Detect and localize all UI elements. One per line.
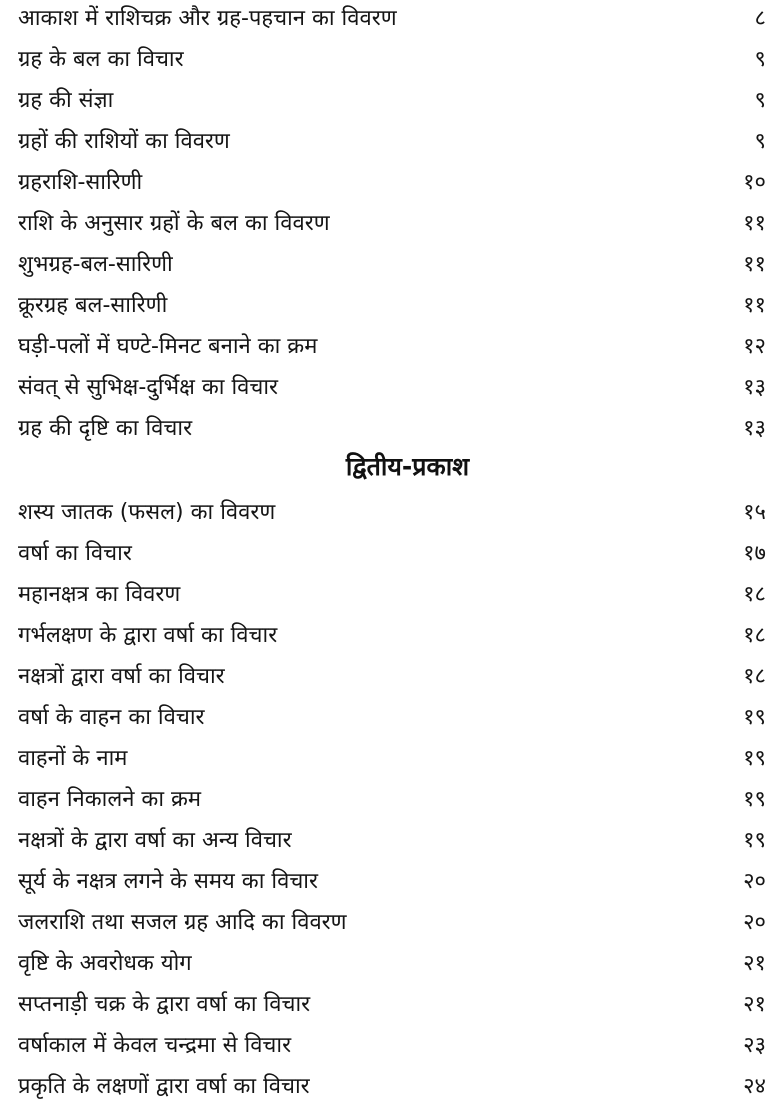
toc-list-first-section [0, 0, 780, 451]
toc-entry-title: शस्य जातक (फसल) का विवरण [18, 500, 276, 525]
toc-entry [0, 123, 780, 164]
toc-entry [0, 1068, 780, 1109]
toc-entry-title: आकाश में राशिचक्र और ग्रह-पहचान का विवरण [18, 6, 397, 31]
toc-entry-title: महानक्षत्र का विवरण [18, 582, 181, 607]
toc-entry-page: ९ [754, 47, 766, 72]
toc-entry-page: १७ [743, 541, 766, 566]
toc-entry-page: २० [743, 869, 766, 894]
toc-entry-page: १९ [743, 705, 766, 730]
toc-entry [0, 576, 780, 617]
toc-entry-page: २३ [743, 1033, 766, 1058]
toc-entry [0, 287, 780, 328]
toc-entry [0, 781, 780, 822]
toc-entry-page: १३ [743, 416, 766, 441]
toc-entry-title: प्रकृति के लक्षणों द्वारा वर्षा का विचार [18, 1074, 310, 1099]
toc-entry [0, 41, 780, 82]
toc-entry-page: ९ [754, 88, 766, 113]
toc-entry [0, 1027, 780, 1068]
toc-entry [0, 246, 780, 287]
toc-entry-title: संवत् से सुभिक्ष-दुर्भिक्ष का विचार [18, 375, 279, 400]
toc-entry-title: वर्षाकाल में केवल चन्द्रमा से विचार [18, 1033, 292, 1058]
toc-entry-page: १८ [743, 623, 766, 648]
toc-entry-page: ८ [754, 6, 766, 31]
toc-entry-title: क्रूरग्रह बल-सारिणी [18, 293, 168, 318]
toc-entry-title: सूर्य के नक्षत्र लगने के समय का विचार [18, 869, 318, 894]
toc-entry-title: ग्रह की संज्ञा [18, 88, 114, 113]
section-heading [0, 449, 780, 493]
toc-entry [0, 494, 780, 535]
section-heading-text: द्वितीय-प्रकाश [345, 452, 470, 481]
toc-entry-title: नक्षत्रों के द्वारा वर्षा का अन्य विचार [18, 828, 292, 853]
toc-entry [0, 904, 780, 945]
toc-entry-title: सप्तनाड़ी चक्र के द्वारा वर्षा का विचार [18, 992, 311, 1017]
toc-entry [0, 986, 780, 1027]
toc-entry-page: १० [743, 170, 766, 195]
toc-entry-page: ११ [743, 211, 766, 236]
toc-entry [0, 164, 780, 205]
toc-entry-title: ग्रह के बल का विचार [18, 47, 184, 72]
toc-entry-page: १९ [743, 787, 766, 812]
toc-entry-page: १३ [743, 375, 766, 400]
toc-entry-title: गर्भलक्षण के द्वारा वर्षा का विचार [18, 623, 278, 648]
toc-entry-title: वर्षा का विचार [18, 541, 132, 566]
toc-entry-page: १२ [743, 334, 766, 359]
toc-entry-title: वाहनों के नाम [18, 746, 128, 771]
toc-entry-page: २० [743, 910, 766, 935]
toc-entry-page: २१ [743, 992, 766, 1017]
toc-entry [0, 410, 780, 451]
toc-entry-page: १८ [743, 582, 766, 607]
toc-entry-page: ९ [754, 129, 766, 154]
toc-entry-page: १५ [743, 500, 766, 525]
toc-entry-title: घड़ी-पलों में घण्टे-मिनट बनाने का क्रम [18, 334, 318, 359]
toc-entry-title: नक्षत्रों द्वारा वर्षा का विचार [18, 664, 225, 689]
toc-entry-title: वाहन निकालने का क्रम [18, 787, 202, 812]
toc-entry [0, 535, 780, 576]
toc-entry [0, 822, 780, 863]
toc-entry-page: १९ [743, 828, 766, 853]
toc-entry-title: वर्षा के वाहन का विचार [18, 705, 205, 730]
toc-entry-page: ११ [743, 252, 766, 277]
toc-entry-title: शुभग्रह-बल-सारिणी [18, 252, 173, 277]
toc-entry-title: ग्रहों की राशियों का विवरण [18, 129, 230, 154]
toc-entry-title: वृष्टि के अवरोधक योग [18, 951, 192, 976]
toc-entry-title: राशि के अनुसार ग्रहों के बल का विवरण [18, 211, 330, 236]
toc-entry [0, 328, 780, 369]
toc-entry [0, 0, 780, 41]
toc-entry-page: १९ [743, 746, 766, 771]
toc-entry-title: ग्रहराशि-सारिणी [18, 170, 143, 195]
toc-entry [0, 945, 780, 986]
toc-entry [0, 863, 780, 904]
toc-list-second-section [0, 494, 780, 1109]
toc-entry-page: ११ [743, 293, 766, 318]
toc-entry [0, 617, 780, 658]
toc-entry [0, 369, 780, 410]
toc-entry-page: २१ [743, 951, 766, 976]
toc-entry-page: १८ [743, 664, 766, 689]
toc-entry-title: ग्रह की दृष्टि का विचार [18, 416, 193, 441]
toc-entry [0, 205, 780, 246]
toc-entry [0, 658, 780, 699]
toc-entry [0, 740, 780, 781]
toc-entry-title: जलराशि तथा सजल ग्रह आदि का विवरण [18, 910, 347, 935]
toc-entry-page: २४ [743, 1074, 766, 1099]
toc-entry [0, 699, 780, 740]
toc-entry [0, 82, 780, 123]
